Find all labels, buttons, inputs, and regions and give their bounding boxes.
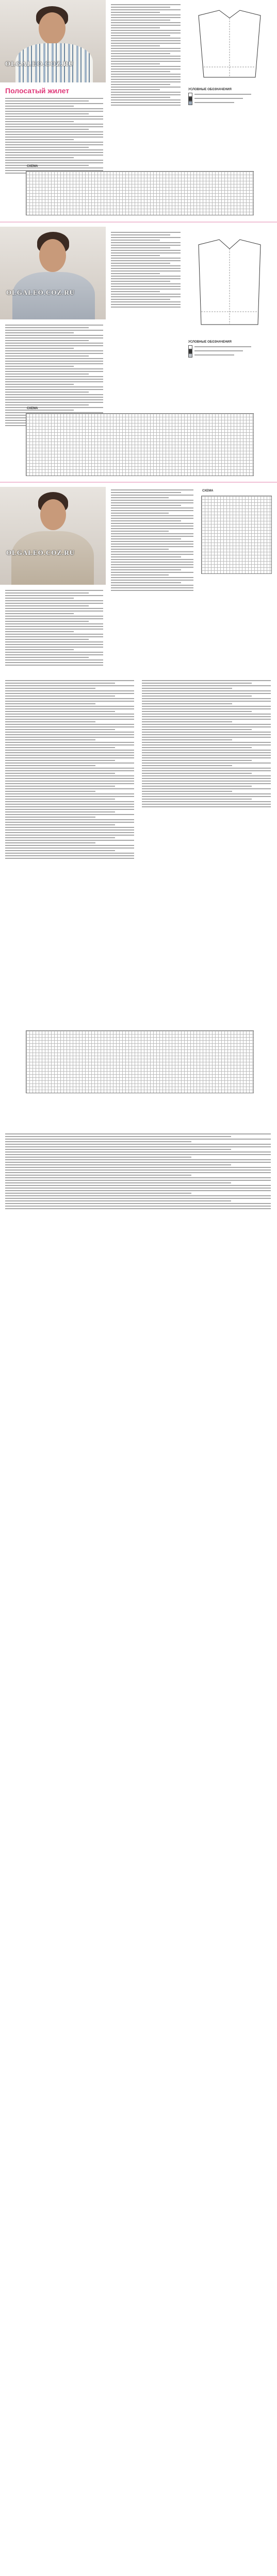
chart-2-label: СХЕМА [27,407,38,410]
legend-2-swatch-knit-icon [188,345,192,349]
legend-1 [188,88,271,105]
watermark-2: OLGALEO.COZ.RU [6,289,75,296]
pattern-1-title: Полосатый жилет [5,87,70,95]
section-divider-1 [0,222,277,223]
chart-3-grid [201,496,272,574]
pattern-3-text-mid [111,489,193,592]
legend-swatch-purl-icon [188,97,192,101]
pattern-1-text-left [5,98,103,175]
pattern-3-text-left [5,590,103,667]
chart-2-grid [26,413,254,476]
legend-2 [188,340,271,358]
pattern-lower-text-left [5,680,134,860]
photo-man-vest [0,487,106,585]
pattern-2-garment-schematic [188,234,271,332]
photo-man-sweater [0,227,106,319]
watermark-1: OLGALEO.COZ.RU [5,60,74,67]
pattern-2-text-right [111,232,181,309]
legend-swatch-knit-icon [188,93,192,97]
legend-swatch-color-icon [188,101,192,105]
section-divider-2 [0,482,277,483]
chart-1-label: СХЕМА [27,165,38,168]
pattern-1-garment-schematic [188,5,271,82]
chart-lower-grid [26,1030,254,1093]
watermark-3: OLGALEO.COZ.RU [6,549,75,556]
chart-3-label: СХЕМА [202,489,214,493]
pattern-2-text-left [5,325,103,428]
pattern-1-text-right [111,4,181,107]
legend-2-swatch-purl-icon [188,349,192,353]
legend-2-swatch-color-icon [188,353,192,358]
pattern-footer-text [5,1133,271,1211]
pattern-lower-text-right [142,680,271,809]
legend-2-title: УСЛОВНЫЕ ОБОЗНАЧЕНИЯ [188,341,232,344]
chart-1-grid [26,171,254,215]
photo-man-striped-vest [0,0,106,82]
legend-1-title: УСЛОВНЫЕ ОБОЗНАЧЕНИЯ [188,88,232,91]
